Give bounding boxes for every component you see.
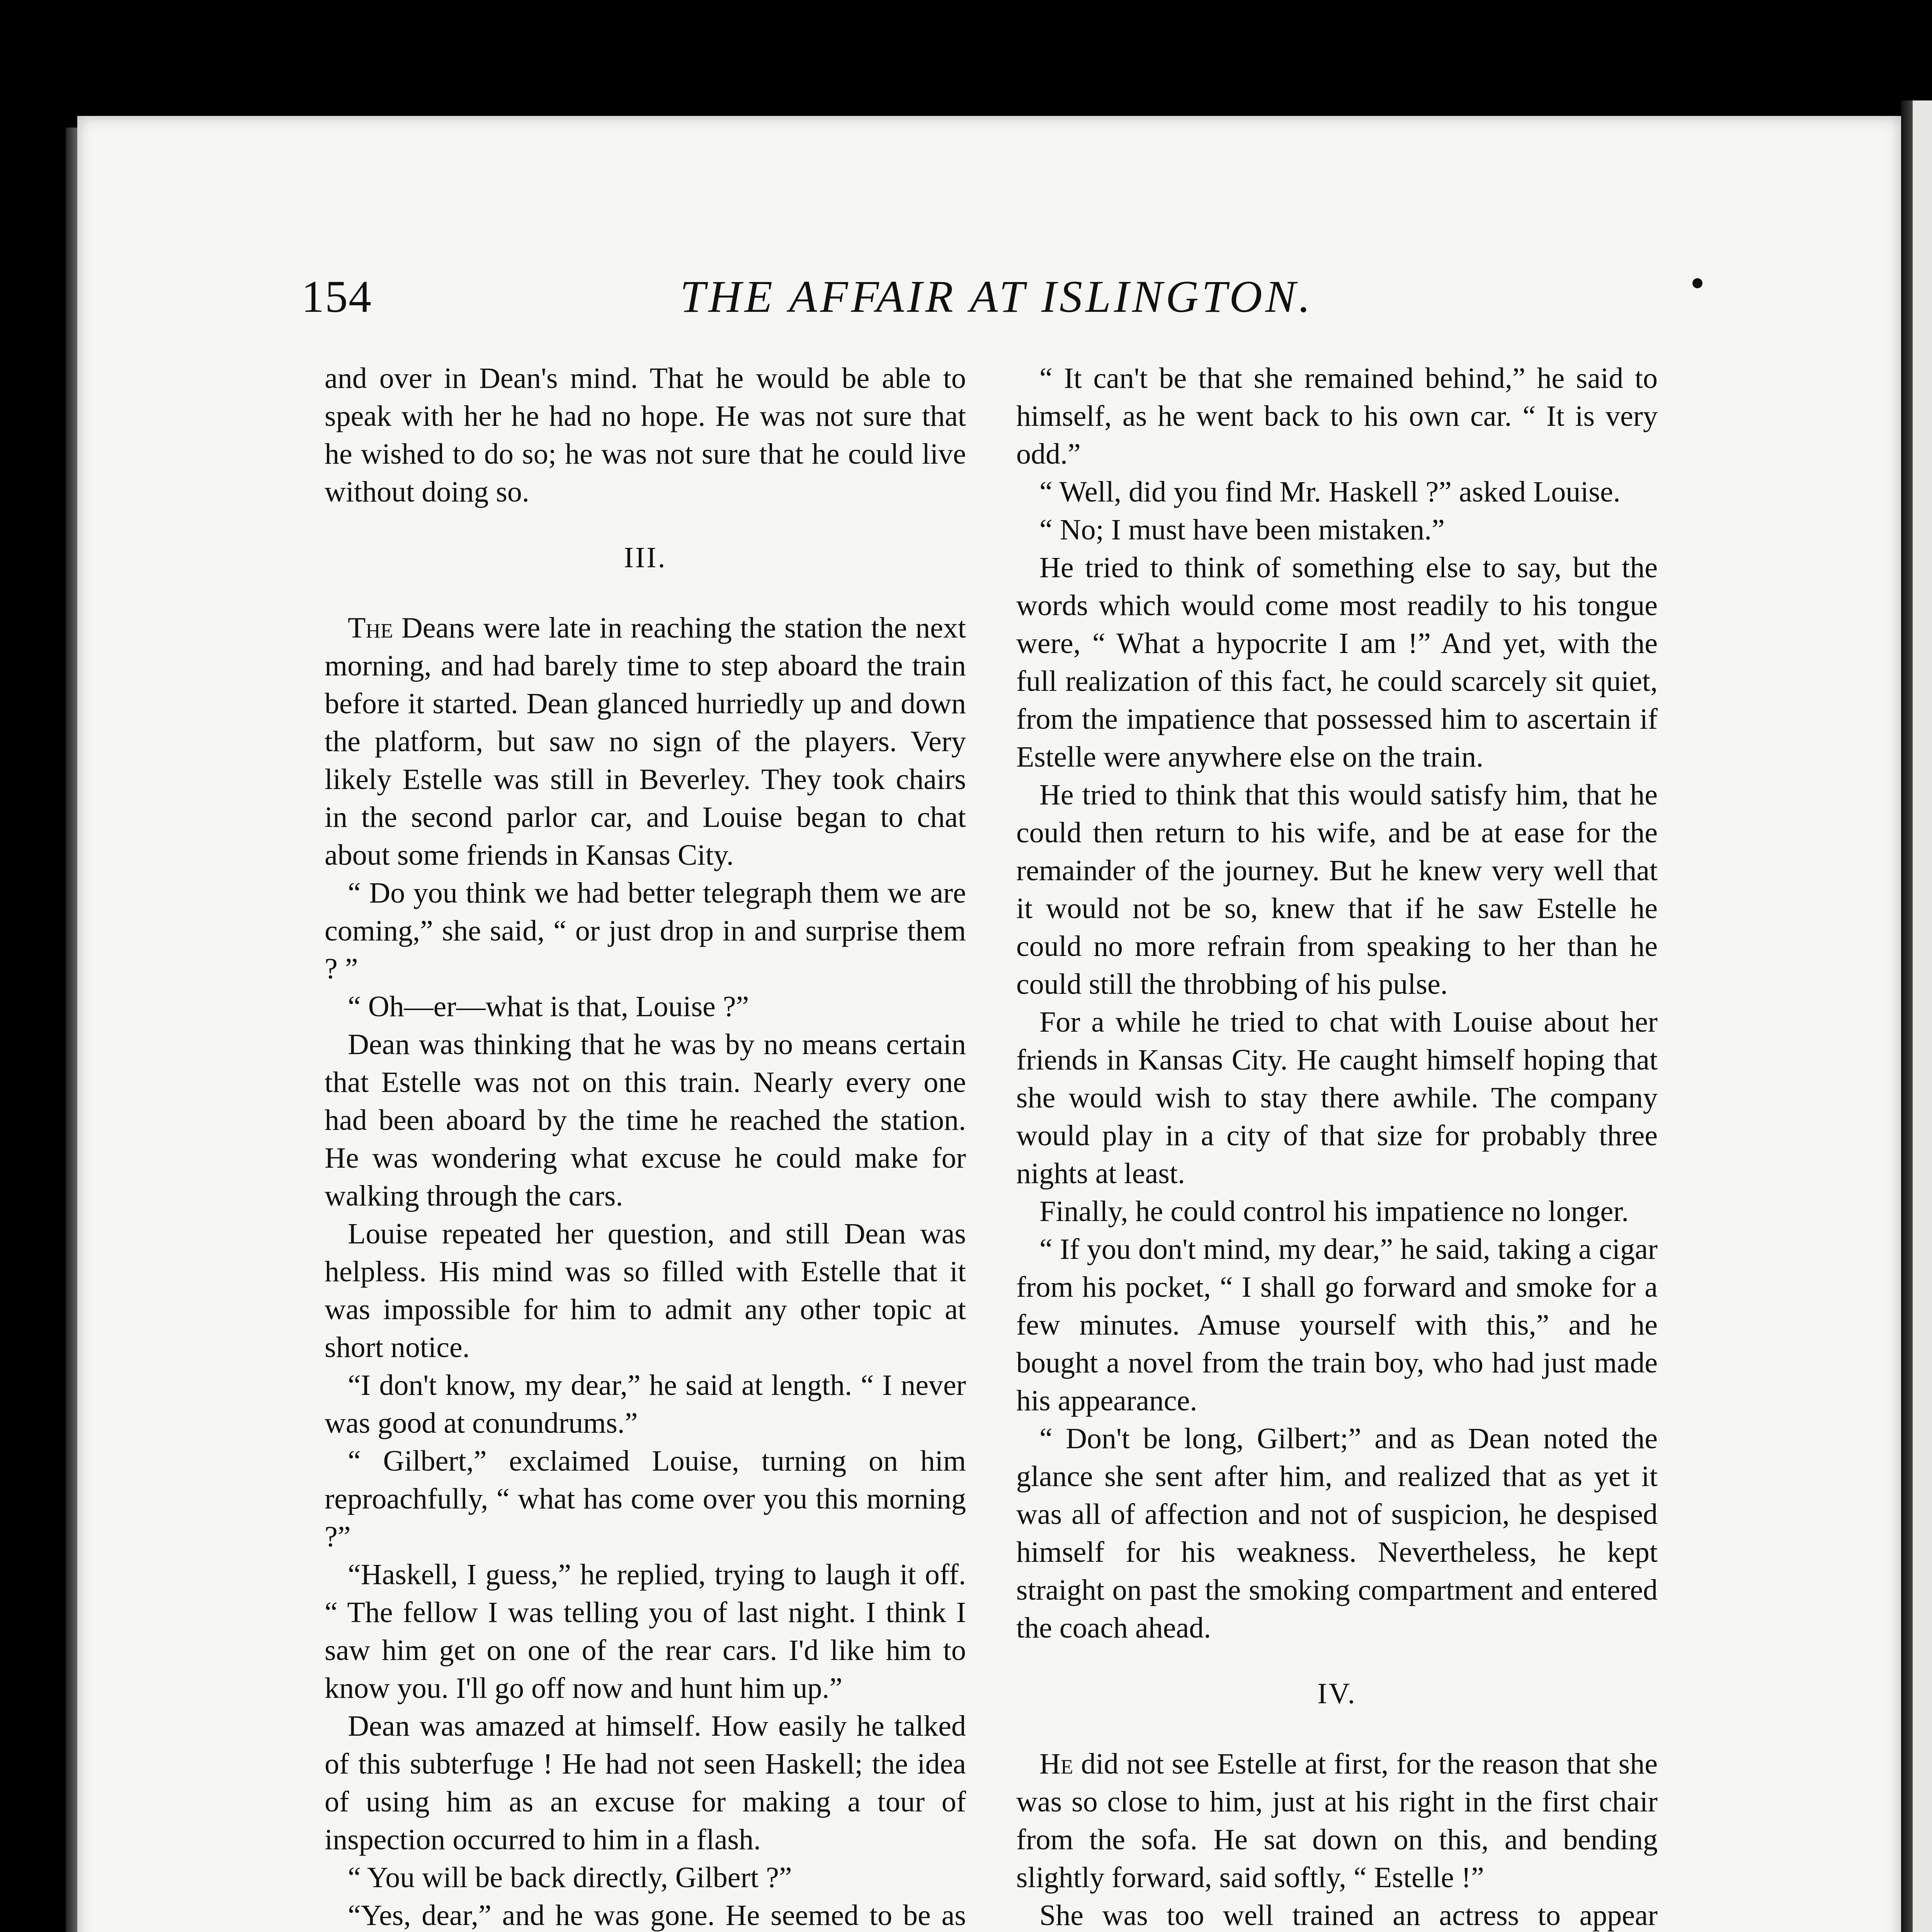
paragraph-text: did not see Estelle at first, for the reason that she was so close to him, just at his right in the first chair from the sofa. He sat down on this, and bending slightly forward, said softly, “ Estelle !” xyxy=(1016,1748,1658,1894)
paragraph-text: “ Don't be long, Gilbert;” and as Dean noted the glance she sent after him, and realized that as yet it was all of affection and not of suspicion, he despised himself for his weakness. Nevertheless, he kept straight on past the smoking compartment and entered the coach ahead. xyxy=(1016,1422,1658,1644)
paragraph-text: and over in Dean's mind. That he would be able to speak with her he had no hope. He was not sure that he wished to do so; he was not sure that he could live without doing so. xyxy=(325,362,966,508)
paragraph xyxy=(1016,549,1658,776)
paragraph xyxy=(325,1896,966,1932)
paragraph xyxy=(1016,473,1658,511)
ink-speck xyxy=(1692,278,1702,288)
paragraph xyxy=(1016,1003,1658,1192)
paragraph-text: Dean was thinking that he was by no means certain that Estelle was not on this train. Nearly every one had been aboard by the time he reached the station. He was wondering what excuse he could make for walking through the cars. xyxy=(325,1028,966,1212)
paragraph-text: He tried to think that this would satisfy him, that he could then return to his wife, and be at ease for the remainder of the journey. But he knew very well that it would not be so, knew that if he saw Estelle he could no more refrain from speaking to her than he could still the throbbing of his pulse. xyxy=(1016,779,1658,1000)
paragraph-text: For a while he tried to chat with Louise about her friends in Kansas City. He caught himself hoping that she would wish to stay there awhile. The company would play in a city of that size for probably three nights at least. xyxy=(1016,1006,1658,1190)
paragraph-text: “ You will be back directly, Gilbert ?” xyxy=(348,1861,792,1894)
paragraph-lead-word: He xyxy=(1039,1748,1073,1780)
paragraph-text: Louise repeated her question, and still Dean was helpless. His mind was so filled with Estelle that it was impossible for him to admit any other topic at short notice. xyxy=(325,1218,966,1364)
paragraph xyxy=(325,1707,966,1859)
paragraph-text: She was too well trained an actress to appear xyxy=(1039,1899,1658,1932)
section-heading: IV. xyxy=(1317,1677,1357,1710)
paragraph-text: Dean was amazed at himself. How easily he talked of this subterfuge ! He had not seen Haskell; the idea of using him as an excuse for making a tour of inspection occurred to him in a flash. xyxy=(325,1710,966,1856)
paragraph-text: “Haskell, I guess,” he replied, trying to laugh it off. “ The fellow I was telling you of last night. I think I saw him get on one of the rear cars. I'd like him to know you. I'll go off now and hunt him up.” xyxy=(325,1558,966,1704)
paragraph xyxy=(1016,1420,1658,1647)
paragraph-text: “ No; I must have been mistaken.” xyxy=(1039,514,1445,546)
paragraph xyxy=(325,1366,966,1442)
next-page-edge xyxy=(1913,100,1932,1932)
paragraph-text: Deans were late in reaching the station the next morning, and had barely time to step aboard the train before it started. Dean glanced hurriedly up and down the platform, but saw no sign of the players. Very likely Estelle was still in Beverley. They took chairs in the second parlor car, and Louise began to chat about some friends in Kansas City. xyxy=(325,612,966,871)
left-text-column xyxy=(325,359,966,1932)
paragraph xyxy=(325,1215,966,1366)
page-header xyxy=(301,270,1770,332)
paragraph xyxy=(1016,1192,1658,1230)
paragraph xyxy=(325,1859,966,1896)
paragraph xyxy=(1016,359,1658,473)
paragraph-lead-word: The xyxy=(348,612,393,644)
paragraph xyxy=(325,988,966,1026)
paragraph xyxy=(1016,1230,1658,1420)
paragraph xyxy=(1016,1896,1658,1932)
page-number: 154 xyxy=(301,271,372,322)
running-title: THE AFFAIR AT ISLINGTON. xyxy=(680,271,1313,322)
paragraph xyxy=(325,609,966,874)
paragraph-text: “I don't know, my dear,” he said at length. “ I never was good at conundrums.” xyxy=(325,1369,966,1439)
paragraph-text: “ Well, did you find Mr. Haskell ?” asked Louise. xyxy=(1039,476,1621,508)
paragraph-text: Finally, he could control his impatience no longer. xyxy=(1039,1195,1629,1228)
paragraph-text: He tried to think of something else to say, but the words which would come most readily to his tongue were, “ What a hypocrite I am !” And yet, with the full realization of this fact, he could scarcely sit quiet, from the impatience that possessed him to ascertain if Estelle were anywhere else on the train. xyxy=(1016,551,1658,773)
right-text-column xyxy=(1016,359,1658,1932)
paragraph xyxy=(1016,776,1658,1003)
paragraph-text: “Yes, dear,” and he was gone. He seemed to be as xyxy=(348,1899,966,1932)
paragraph-text: “ Do you think we had better telegraph them we are coming,” she said, “ or just drop in and surprise them ? ” xyxy=(325,877,966,985)
paragraph xyxy=(325,359,966,511)
paragraph-text: “ It can't be that she remained behind,” he said to himself, as he went back to his own car. “ It is very odd.” xyxy=(1016,362,1658,470)
paragraph xyxy=(1016,511,1658,549)
paragraph xyxy=(325,874,966,988)
paragraph xyxy=(325,1442,966,1556)
paragraph xyxy=(325,1026,966,1215)
paragraph xyxy=(325,1556,966,1707)
paragraph-text: “ If you don't mind, my dear,” he said, taking a cigar from his pocket, “ I shall go forward and smoke for a few minutes. Amuse yourself with this,” and he bought a novel from the train boy, who had just made his appearance. xyxy=(1016,1233,1658,1417)
paragraph xyxy=(1016,1745,1658,1896)
paragraph-text: “ Gilbert,” exclaimed Louise, turning on him reproachfully, “ what has come over you this morning ?” xyxy=(325,1445,966,1553)
paragraph-text: “ Oh—er—what is that, Louise ?” xyxy=(348,990,749,1023)
section-heading: III. xyxy=(624,541,667,574)
